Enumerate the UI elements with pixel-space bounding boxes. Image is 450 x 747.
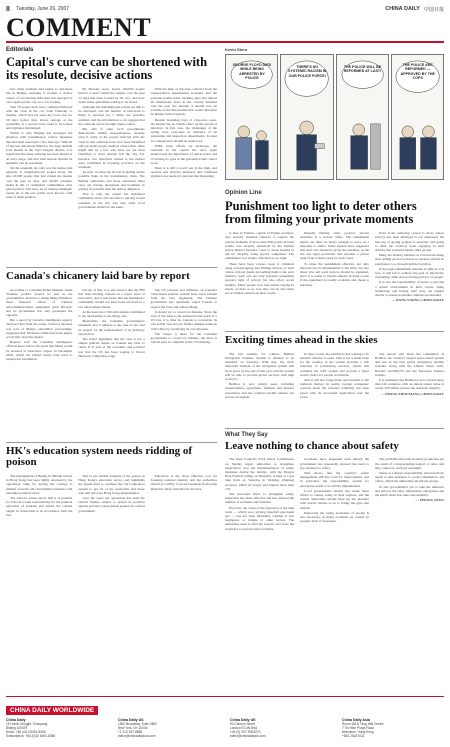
- cartoon-byline: Kevin Stern: [225, 47, 248, 52]
- opinion-body: [225, 231, 444, 327]
- paragraph: This shows that the country's safety management still has room for improvement, and in particular, the responsibility system for enterprises needs to be strictly implemented.: [300, 470, 369, 488]
- office-line: News: +86 (0)10 6491-8366: [6, 729, 46, 734]
- office-line: Beijing 100029: [6, 725, 28, 730]
- paragraph: Although the remaining test results are still to be disclosed, and the number of infections is likely to increase for a while, the probable statistics and the information so far suggest that the outbreak can be brought under control.: [78, 105, 145, 126]
- paragraph: By Monday noon, nearly 100,000 people known to have visited the market over the past 14 days had been located by the city, and were under home quarantine waiting to be tested.: [78, 87, 145, 104]
- opinion-credit: — WANG YIQING, CHINA DAILY: [391, 298, 444, 303]
- paragraph: The US pressure and influence on Canada's 'rules-based judicial system' have been evident from the very beginning. The Chinese government has repeatedly urged Canada to respect the facts and release Meng.: [150, 287, 217, 309]
- cartoon-panel: [336, 54, 389, 180]
- editorial-article: [6, 446, 217, 556]
- cartoon-panel: [225, 54, 278, 180]
- editorial-body: [6, 288, 217, 438]
- paragraph: On top of this, it is also known that the FBI had been briefing Canada on a report since at least 2012, and it was aware that the intelligence community should not have been involved in a law enforcement matter.: [78, 287, 145, 309]
- paragraph: Safety is a shared responsibility, and everybody needs to take measures to protect themselves and others, which the authorities should encourage.: [375, 470, 444, 484]
- office-line: +1 212 537-8888: [118, 729, 143, 734]
- page-number: 8: [6, 5, 10, 13]
- paragraph: While more efforts are underway, the outbreak in the capital has once again underscored the importance of quick action and of leaving no gaps in the prevention and control work.: [150, 143, 217, 165]
- page-footer: [6, 696, 444, 742]
- brand-name: CHINA DAILY: [385, 6, 420, 12]
- office-line: 1500 Broadway, Suite 2800: [118, 721, 157, 726]
- paragraph: That 79 people have been confirmed infected with the virus in the city from Thursday to Sunday, which had not seen any local case for 56 days before that, shows outrage at the possibility of a second wave ruled to be locked and vigilance maintained.: [6, 105, 73, 131]
- speech-bubble-text: THERE'S NO SYSTEMIC RACISM IN OUR POLICE FORCE!: [288, 65, 327, 78]
- office-listing: [230, 719, 332, 739]
- paragraph: To make the punishment effective, not only must the law be implemented to the letter, but also those who sell such devices should be punished, since it is easier to install cameras in hotel rooms if the equipment is readily available and cheap to purchase.: [300, 261, 369, 287]
- editorial-article: [6, 56, 217, 263]
- paragraph: But only if other local governments demonstrate similar responsiveness, because even if some of the people infected with the virus in this outbreak have now been identified and put under proper medical observation, there might still be a few who have not yet been identified or have already left the city. For instance, two infections related to the market were confirmed in Liaoning province on the weekend.: [78, 127, 145, 169]
- brand-name-cn: 中国日报: [423, 6, 444, 13]
- office-line: 90 Cannon Street: [230, 721, 255, 726]
- paragraph: Local governments should also make more efforts to ensure safety in their regions, and the central authorities should keep up the pressure with stricter checks so as to bridge the gaps that remain.: [300, 488, 369, 510]
- paragraph: Which is why Beijing has managed the situation with transmission control measures that had been eased just a few days ago. With all of the new infections linked to the huge Xinfadi food market in the city's Fengtai district, it is hoped that the latest outbreak has been nipped at an early stage, and that with lessons learned an epidemic can be prevented.: [6, 131, 73, 165]
- office-line: Room 1818, Hing Wai Centre: [342, 721, 384, 726]
- paragraph: In other words, the satellite is just waiting to fit launch's window to open. This is not a small issue for the country, as the system provides a rich selection of positioning services, which will complete the GPS system and provide a more secure choice for people worldwide.: [300, 351, 369, 377]
- opinion-line-label: Opinion Line: [225, 190, 262, 196]
- office-name: China Daily: [6, 718, 26, 722]
- paragraph: Over the years the opposition has used the Liberal Studies subject to spread its political agenda and turn young minds against the central government.: [78, 495, 145, 513]
- paragraph: If the legal punishment remains as light as it is now, it will fail to achieve the goal of effectively restraining crime and protecting privacy of people.: [375, 266, 444, 280]
- paragraph: It is also the responsibility of hotels to provide a secure environment in their rooms, using technology and having staff carry out regular checks to ensure no hidden cameras are installed.: [375, 280, 444, 298]
- paragraph: At the least, the CSIS still remains committed to the relationship to the Meng case.: [78, 309, 145, 319]
- paragraph: There have been various cases of criminals using eavesdropping and filming devices to steal videos of hotel guests and selling them to the porn industry. Such acts not only seriously undermine people's right of privacy but also affect social stability. Many people now feel unsafe staying in hotels, as there is no way they can be sure there are no hidden cameras in their rooms.: [225, 261, 294, 296]
- paragraph: Meanwhile, the Canadian government's statement that it adheres to the rule of law and its respect for the independence of its judiciary ring hollow.: [78, 319, 145, 336]
- paragraph: On the weekend, not only was the market and adjacent 11 neighborhoods locked down, but also 20,000 people that had visited the market over the past 14 days, and 36,467 residents living in the 11 residential communities were given nucleic acid tests. As of Sunday midnight, nearly all of the test results were known, with none of them positive.: [6, 165, 73, 200]
- paragraph: But a report by Canada's intelligence agency disclosed that from the outset, Ottawa's decision was part of Meng's extradition proceedings, suggested that Trudeau's claims had been empty words that cloud the matter.: [6, 318, 73, 340]
- divider: [6, 267, 217, 268]
- editorials-column: [6, 47, 217, 695]
- speech-bubble-text: GEORGE FLOYD DIED WHILE BEING ARRESTED BY POLICE: [232, 63, 272, 80]
- paragraph: The launch will mark the completion of BeiDou, the country's largest space-based system and one of the four global navigation satellite systems, along with the United States' GPS, Russia's GLONASS and the European Union's Galileo.: [375, 351, 444, 377]
- paragraph: That is why the capital has mobilized community-level civil servants to quickly screen residents in the city and why other local governments should do the same.: [78, 192, 145, 209]
- section-title: COMMENT: [6, 13, 152, 42]
- speech-bubble-text: THE POLICE ARE REFORMED — APPROVED BY THE COPS: [400, 63, 435, 80]
- editorial-headline: Capital's curve can be shortened with its resolute, decisive actions: [6, 55, 208, 83]
- editorial-body: [6, 87, 217, 263]
- office-listing: [118, 719, 220, 739]
- opinion-body: [225, 352, 444, 424]
- office-name: China Daily US: [118, 718, 144, 722]
- divider: [6, 442, 217, 443]
- editorial-article: [6, 271, 217, 438]
- what-they-say-headline: Leave nothing to chance about safety: [225, 439, 399, 452]
- divider: [225, 331, 444, 332]
- paragraph: As such, no time can be lost in finding all the possible links in the transmission chain. The Beijing authorities and those elsewhere must carry out tracing, quarantine and treatment as quickly as possible with the utmost diligence.: [78, 170, 145, 191]
- paragraph: The management of Heung To Middle School in Hong Kong has been rightly attacked by the opposition camp for having the courage to dismiss a teacher who had instilled students with extremist political views.: [6, 473, 73, 495]
- paragraph: Just when residents had begun to anticipate life in Beijing returning to normal, a chance cluster of coronavirus infections has emerged to once again put the city on a war footing.: [6, 87, 73, 104]
- what-they-say-label: What They Say: [225, 431, 268, 438]
- opinion-line-block: [225, 190, 444, 424]
- office-listing: [6, 719, 108, 739]
- office-listing: [342, 719, 444, 739]
- editorial-body: [6, 474, 217, 556]
- office-line: +852 2518 5111: [342, 733, 365, 738]
- paragraph: The school's action shows that it is possible for schools to take responsibility for the political education of students and ensure the content taught in classrooms is in accordance with the law.: [6, 495, 73, 517]
- office-name: China Daily UK: [230, 718, 256, 722]
- opinion-headline: Exciting times ahead in the skies: [225, 334, 378, 347]
- cartoon-strip: [225, 54, 444, 180]
- footer-brand-bar: [6, 699, 444, 717]
- paragraph: Illegally filming other people's private moments is a serious crime. The punishment meted out must be heavy enough to serve as a deterrent to others. Some experts have suggested that such acts should be given the penalties, as the law has legal provisions that stipulate a prison term of up to three years for such cases.: [300, 231, 369, 261]
- paragraph: This is yet another example of the poison in Hong Kong's education sector, and highlights the urgent need to overhaul the city's education system to get rid of the separatists and those who still advocate Hong Kong independence.: [78, 473, 145, 495]
- editorials-label: Editorials: [6, 47, 34, 53]
- cartoon-drawing: [337, 55, 388, 179]
- office-name: China Daily Asia: [342, 718, 371, 722]
- footer-brand: CHINA DAILY WORLDWIDE: [6, 706, 98, 715]
- office-line: Aberdeen, Hong Kong: [342, 729, 374, 734]
- office-line: 7 Tin Wan Praya Road: [342, 725, 374, 730]
- paragraph: Even if the suffering caused to those whose privacy has been infringed is not addressed, the less use of spying gadgets is seriously and going to deter the violators from engaging in such activity that seriously harms other people.: [375, 231, 444, 253]
- paragraph: BeiDou is now widely used, including transportation, agriculture, fisheries and disaster prevention, and the country's mobile phones can receive its signals.: [225, 382, 294, 399]
- paragraph: However, the cause of the explosion of the tank truck — which was carrying liquefied petroleum gas — has not been identified, whether it was negligence or fatigue or other factors. The authorities need to find the reasons and close the loopholes to prevent such accidents.: [225, 505, 294, 531]
- paragraph: The problems that exist in safety production are the result of a long-standing neglect of rules, and they cannot be resolved overnight.: [375, 457, 444, 470]
- divider: [225, 428, 444, 429]
- office-line: editor@chinadailyuk.com: [230, 733, 266, 738]
- what-they-say-credit: — PEKING NEWS: [415, 498, 444, 503]
- footer-offices: [6, 719, 444, 739]
- paragraph: It should try to correct its mistake. Since the crux of the issue is the extraterritorial reach of a US law, it is time for Canada to reconsider its role in this case and not further damage relations with China by sacrificing its own interests.: [150, 309, 217, 331]
- opinion-credit: —ZHANG ZHOUXIANG, CHINA DAILY: [381, 391, 444, 396]
- paragraph: The longer it takes for the Canadian government to correct its mistake, the more it will be seen as complicit in the US bullying.: [150, 331, 217, 345]
- cartoon-block: [225, 47, 444, 180]
- speech-bubble-text: THE POLICE WILL BE REFORMED AT LAST!: [343, 65, 382, 74]
- issue-date: Tuesday, June 26, 2007: [15, 5, 69, 12]
- cartoon-panel: [280, 54, 333, 180]
- paragraph: Despite mounting days of virus-free cases, the market has no visible effect on the spread of infection. In this case, the challenges of the spring were overcome as vigilance of all quarantine and inspection departments. In state it's complacency should be reinforced.: [150, 117, 217, 143]
- editorial-headline: Canada's chicanery laid bare by report: [6, 270, 190, 283]
- paragraph: Accidents have happened even though the government has repeatedly stressed the need to pay attention to safety.: [300, 457, 369, 470]
- what-they-say-body: [225, 457, 444, 593]
- opinion-headline: Punishment too light to deter others from filming your private moments: [225, 199, 417, 227]
- office-line: editor@chinadailyusa.com: [118, 733, 156, 738]
- paragraph: Education is the most effective tool for fostering national identity, and the authorities should act swiftly to protect students from being misled by those with ulterior motives.: [150, 473, 217, 491]
- paragraph: It is estimated that BeiDou is now used in more than 120 countries, with an annual output value of nearly 350 billion yuan in the domestic industry.: [375, 378, 444, 391]
- footer-rule: [6, 696, 444, 697]
- section-masthead: [6, 13, 444, 43]
- paragraph: Many are hosting websites as social networking sites selling special software to hackers should be sanctioned, too, through judicial verdicts.: [375, 253, 444, 266]
- paragraph: The last satellite for China's BeiDou Navigation Satellite System is planned to be launched on Tuesday. With this, the most important element of the navigation system will be in place by the end of this year, and the system will be able to provide global services with high accuracy.: [225, 351, 294, 382]
- paragraph: According to Canadian Prime Minister Justin Trudeau, politics played no part in his government's decision to detain Meng Wanzhou, chief financial officer of Chinese telecommunications equipment giant Huawei, and its government has only pretended the opposite.: [6, 287, 73, 318]
- paragraph: It's the government's job to take the initiative and enforce the rules. Meanwhile, enterprises and the public must also take responsibility.: [375, 484, 444, 497]
- office-line: 15 Huixin Dongjie, Chaoyang: [6, 721, 48, 726]
- paragraph: The report highlights that the case is not a simple judicial matter as Canada has tried to claim. It is part of the economic and political war that the US has been waging to thwart Huawei's competitive edge.: [78, 337, 145, 358]
- editorial-headline: HK's education system needs ridding of poison: [6, 444, 193, 469]
- office-line: London EC4N 6HA: [230, 725, 258, 730]
- office-line: +44 (0) 207 398 8270: [230, 729, 261, 734]
- paragraph: Improving the safety awareness of people is also necessary, as many accidents are caused by people's lack of awareness.: [300, 510, 369, 524]
- paragraph: The State Council's Work Safety Commission on Sunday urged authorities to strengthen supervision over the implementation of safety measures during the holiday, with the Dragon Boat Festival falling on Thursday. A blast at a gas tank truck on Saturday in Wenling, Zhejiang province, killed 20 people and injured more than 170.: [225, 457, 294, 491]
- cartoon-panel: [391, 54, 444, 180]
- paragraph: The increased effort to strengthen safety inspection has been effective and has reduced the number of accidents and fatalities.: [225, 491, 294, 505]
- paragraph: With the help of big data collected from the transportation departments, hospitals and the personal health status tracking apps that almost all smartphone users in the country installed over the past few months, it should now be possible to find the needles that would otherwise be hidden in the haystack.: [150, 87, 217, 117]
- paragraph: Since it is still a world war in the high, and resolute and decisive measures and continued vigilance are needed to prevent that happening.: [150, 165, 217, 179]
- what-they-say-block: [225, 432, 444, 594]
- paragraph: And it will also bring many new benefits to the domestic market. In reality, foreign companies' concern about the system's reliability has been eased with its successful application over the years.: [300, 378, 369, 399]
- right-column: [225, 47, 444, 695]
- paragraph: A man in Fuzhou, capital of Fujian province, who secretly installed cameras to capture the private moments of more than 600 people in hotel rooms, was recently sentenced by the Fuzhou Gulou District People's Court to seven months in jail for illegally using special equipment. The punishment was widely criticized as too light.: [225, 231, 294, 261]
- office-line: Subscription: +86 (0)10 6491-8366: [6, 733, 56, 738]
- office-line: New York, NY 10036: [118, 725, 148, 730]
- paragraph: Reports said the Canadian intelligence officials knew before the arrest that Meng would be arrested at Vancouver airport in December 2018, which the United States later used to request her extradition.: [6, 340, 73, 362]
